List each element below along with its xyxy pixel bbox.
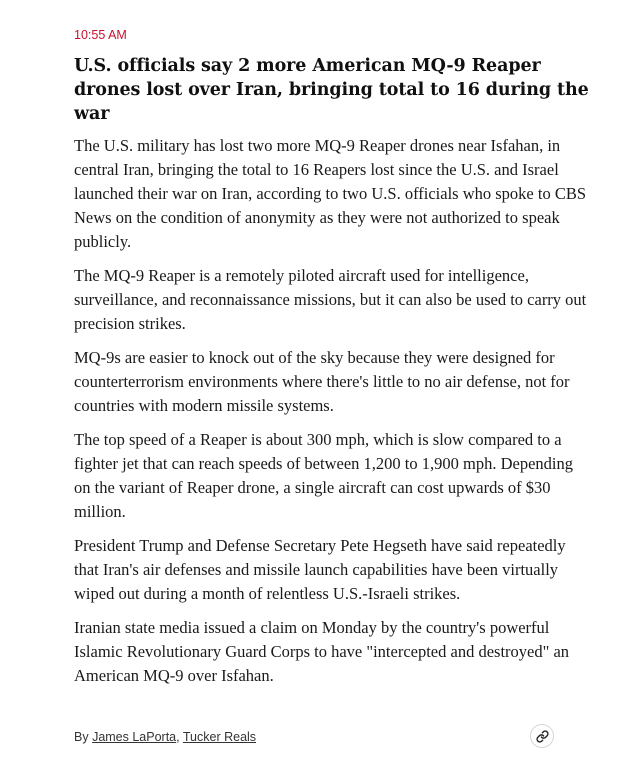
post-body — [74, 134, 590, 688]
byline — [74, 728, 256, 746]
author-link-tucker-reals[interactable]: Tucker Reals — [182, 730, 257, 744]
paragraph: The top speed of a Reaper is about 300 mph, which is slow compared to a fighter jet that can reach speeds of between 1,200 to 1,900 mph. Depending on the variant of Reaper drone, a single aircraft can cost upwards of $30 million. — [74, 430, 573, 521]
byline-prefix: By — [74, 730, 93, 744]
post-footer — [74, 724, 556, 750]
paragraph: The U.S. military has lost two more MQ-9 Reaper drones near Isfahan, in central Iran, bringing the total to 16 Reapers lost since the U.S. and Israel launched their war on Iran, according to two U.S. officials who spoke to CBS News on the condition of anonymity as they were not authorized to speak publicly. — [74, 136, 587, 251]
author-link-james-laporta[interactable]: James LaPorta — [92, 730, 177, 744]
live-update-post — [74, 26, 590, 698]
paragraph: MQ-9s are easier to knock out of the sky because they were designed for counterterrorism environments where there's little to no air defense, not for countries with modern missile systems. — [74, 348, 570, 415]
paragraph: President Trump and Defense Secretary Pete Hegseth have said repeatedly that Iran's air defenses and missile launch capabilities have been virtually wiped out during a month of relentless U.S.-Israeli strikes. — [74, 536, 566, 603]
post-headline: U.S. officials say 2 more American MQ-9 Reaper drones lost over Iran, bringing total to 16 during the war — [74, 56, 589, 124]
link-icon — [536, 730, 549, 743]
paragraph: Iranian state media issued a claim on Monday by the country's powerful Islamic Revolutionary Guard Corps to have "intercepted and destroyed" an American MQ-9 over Isfahan. — [74, 618, 570, 685]
byline-separator: , — [176, 730, 183, 744]
copy-link-button[interactable] — [530, 724, 554, 748]
paragraph: The MQ-9 Reaper is a remotely piloted aircraft used for intelligence, surveillance, and reconnaissance missions, but it can also be used to carry out precision strikes. — [74, 266, 587, 333]
post-timestamp: 10:55 AM — [74, 28, 127, 42]
